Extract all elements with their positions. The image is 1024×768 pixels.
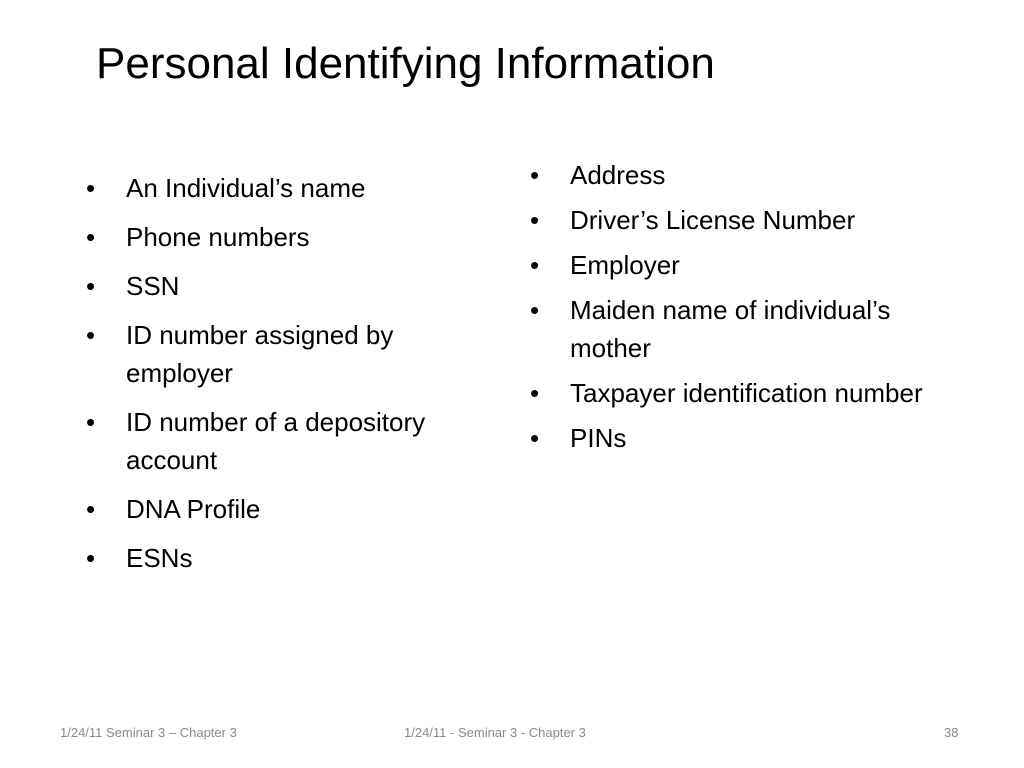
bullet-icon: • — [530, 205, 540, 235]
list-item — [530, 201, 950, 239]
list-item — [530, 374, 950, 412]
bullet-icon: • — [86, 271, 96, 301]
slide-title: Personal Identifying Information — [96, 39, 715, 88]
bullet-icon: • — [530, 250, 540, 280]
bullet-icon: • — [86, 494, 96, 524]
list-item-text: ID number of a depository account — [126, 407, 426, 475]
bullet-icon: • — [86, 173, 96, 203]
list-item-text: Address — [570, 160, 666, 190]
list-item-text: DNA Profile — [126, 494, 261, 524]
list-item-text: Taxpayer identification number — [570, 378, 923, 408]
bullet-icon: • — [530, 378, 540, 408]
footer-page-number: 38 — [944, 725, 959, 740]
list-item — [86, 539, 506, 577]
footer-center-text: 1/24/11 - Seminar 3 - Chapter 3 — [404, 725, 586, 740]
list-item — [530, 156, 950, 194]
list-item-text: SSN — [126, 271, 180, 301]
bullet-icon: • — [530, 160, 540, 190]
bullet-icon: • — [86, 222, 96, 252]
list-item — [86, 316, 506, 392]
bullet-icon: • — [86, 543, 96, 573]
right-bullet-list — [530, 156, 950, 464]
list-item — [86, 169, 506, 207]
list-item — [86, 403, 506, 479]
list-item — [530, 291, 950, 367]
list-item-text: ESNs — [126, 543, 193, 573]
bullet-icon: • — [530, 295, 540, 325]
list-item — [530, 419, 950, 457]
list-item-text: Employer — [570, 250, 680, 280]
list-item-text: Maiden name of individual’s mother — [570, 295, 891, 363]
bullet-icon: • — [86, 320, 96, 350]
list-item — [86, 218, 506, 256]
footer-date-chapter: 1/24/11 Seminar 3 – Chapter 3 — [60, 725, 237, 740]
list-item — [530, 246, 950, 284]
list-item — [86, 267, 506, 305]
bullet-icon: • — [530, 423, 540, 453]
bullet-icon: • — [86, 407, 96, 437]
list-item-text: PINs — [570, 423, 627, 453]
left-bullet-list — [86, 169, 506, 588]
list-item — [86, 490, 506, 528]
list-item-text: Driver’s License Number — [570, 205, 856, 235]
list-item-text: Phone numbers — [126, 222, 310, 252]
list-item-text: An Individual’s name — [126, 173, 366, 203]
list-item-text: ID number assigned by employer — [126, 320, 394, 388]
